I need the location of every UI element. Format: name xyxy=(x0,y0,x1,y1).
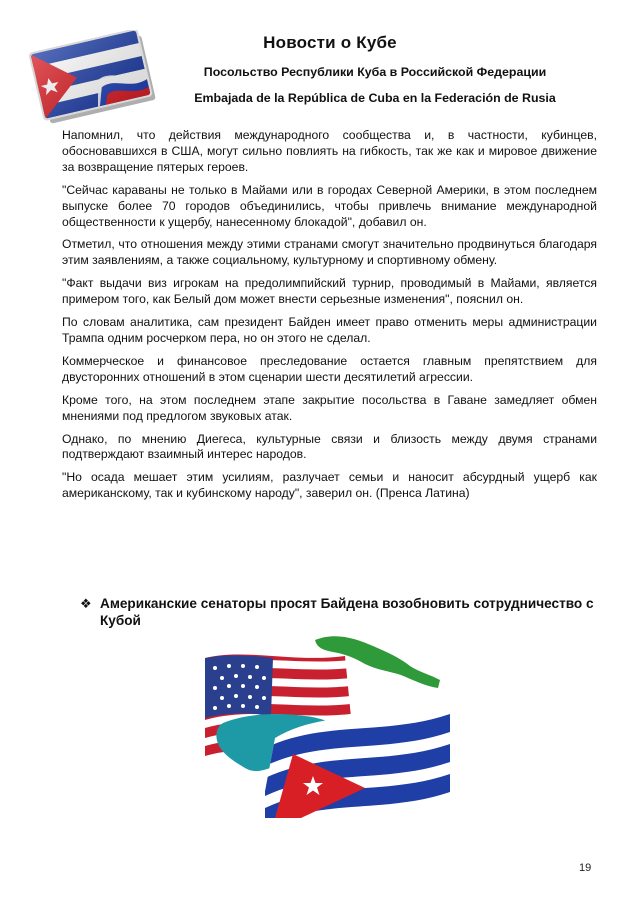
paragraph: Однако, по мнению Диегеса, культурные связи и близость между двумя странами подтверждают взаимный интерес народов. xyxy=(62,431,597,462)
usa-cuba-flags-image xyxy=(205,628,450,818)
embassy-flag-logo xyxy=(28,30,170,130)
paragraph: "Но осада мешает этим усилиям, разлучает семьи и наносит абсурдный ущерб как американскому, так и кубинскому народу", заверил он. (Пренса Латина) xyxy=(62,470,597,501)
page-number: 19 xyxy=(579,862,592,874)
paragraph: Кроме того, на этом последнем этапе закрытие посольства в Гаване замедляет обмен мнениями под предлогом звуковых атак. xyxy=(62,392,597,423)
paragraph: По словам аналитика, сам президент Байден имеет право отменить меры администрации Трампа одним росчерком пера, но он этого не сделал. xyxy=(62,315,597,345)
headline-text: Американские сенаторы просят Байдена возобновить сотрудничество с Кубой xyxy=(100,596,594,628)
embassy-name-spanish: Embajada de la República de Cuba en la Federación de Rusia xyxy=(194,91,556,105)
paragraph: "Факт выдачи виз игрокам на предолимпийский турнир, проводимый в Майами, является примером того, как Белый дом может внести серьезные изменения", пояснил он. xyxy=(62,276,597,307)
embassy-name-russian: Посольство Республики Куба в Российской Федерации xyxy=(203,65,547,79)
section-headline xyxy=(80,595,598,629)
article-body xyxy=(62,128,597,509)
paragraph: Коммерческое и финансовое преследование остается главным препятствием для двусторонних отношений в этом сценарии шести десятилетий агрессии. xyxy=(62,353,597,384)
paragraph: Отметил, что отношения между этими странами смогут значительно продвинуться благодаря этим заявлениям, а также социальному, культурному и спортивному обмену. xyxy=(62,237,597,268)
paragraph: Напомнил, что действия международного сообщества и, в частности, кубинцев, обосновавшихся в США, могут сильно повлиять на гибкость, так же как и мировое движение за возвращение пятерых героев. xyxy=(62,128,597,174)
page-title: Новости о Кубе xyxy=(263,33,397,52)
paragraph: "Сейчас караваны не только в Майами или в городах Северной Америки, в этом последнем выпуске более 70 городов объединились, чтобы привлечь внимание международной общественности к ущербу, нанесенному блокадой", добавил он. xyxy=(62,182,597,229)
diamond-bullet-icon: ❖ xyxy=(80,596,92,611)
